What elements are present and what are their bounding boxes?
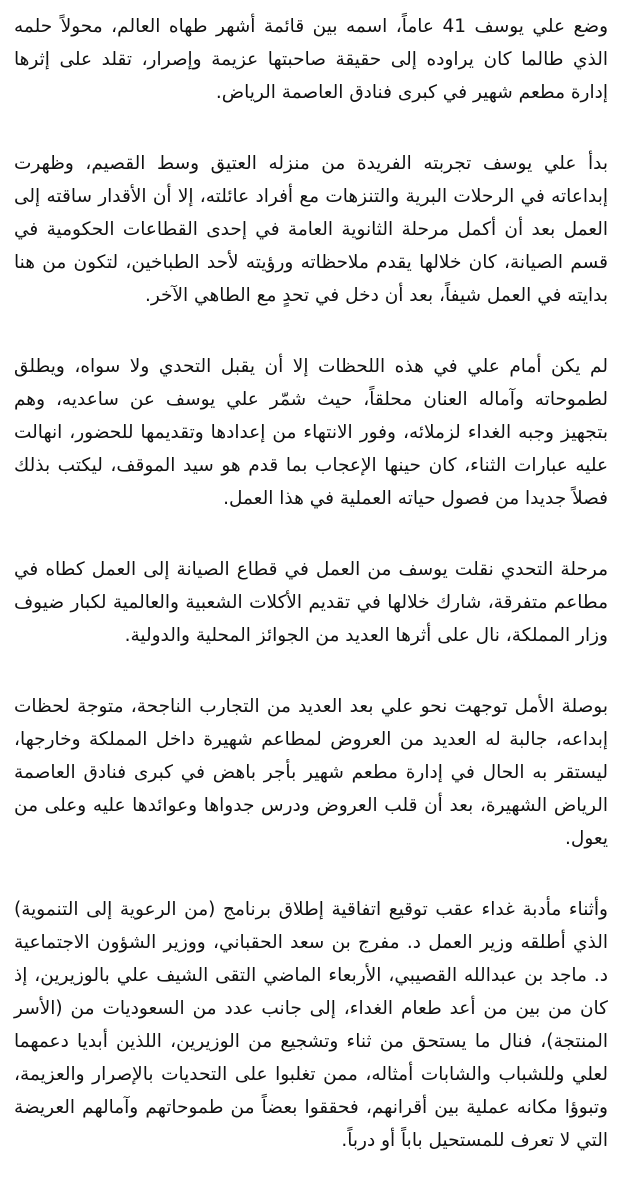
paragraph-challenge: لم يكن أمام علي في هذه اللحظات إلا أن يقبل التحدي ولا سواه، ويطلق لطموحاته وآماله العنان محلقاً، حيث شمّر علي يوسف عن ساعديه، وهم بتجهيز وجبه الغداء لزملائه، وفور الانتهاء من إعدادها وتقديمها للحضور، انهالت عليه عبارات الثناء، كان حينها الإعجاب بما قدم هو سيد الموقف، ليكتب بذلك فصلاً جديدا من فصول حياته العملية في هذا العمل. bbox=[14, 356, 608, 509]
paragraph-beginning: بدأ علي يوسف تجربته الفريدة من منزله العتيق وسط القصيم، وظهرت إبداعاته في الرحلات البرية والتنزهات مع أفراد عائلته، إلا أن الأقدار ساقته إلى العمل بعد أن أكمل مرحلة الثانوية العامة في إحدى القطاعات الحكومية في قسم الصيانة، كان خلالها يقدم ملاحظاته ورؤيته لأحد الطباخين، لتكون من هنا بدايته في العمل شيفاً، بعد أن دخل في تحدٍ مع الطاهي الآخر. bbox=[14, 153, 608, 306]
paragraph-intro: وضع علي يوسف 41 عاماً، اسمه بين قائمة أشهر طهاه العالم، محولاً حلمه الذي طالما كان يراوده إلى حقيقة صاحبتها عزيمة وإصرار، تقلد على إثرها إدارة مطعم شهير في كبرى فنادق العاصمة الرياض. bbox=[14, 16, 609, 103]
paragraph-career-shift: مرحلة التحدي نقلت يوسف من العمل في قطاع الصيانة إلى العمل كطاه في مطاعم متفرقة، شارك خلالها في تقديم الأكلات الشعبية والعالمية لكبار ضيوف وزار المملكة، نال على أثرها العديد من الجوائز المحلية والدولية. bbox=[14, 559, 608, 646]
paragraph-success: بوصلة الأمل توجهت نحو علي بعد العديد من التجارب الناجحة، متوجة لحظات إبداعه، جالبة له العديد من العروض لمطاعم شهيرة داخل المملكة وخارجها، ليستقر به الحال في إدارة مطعم شهير بأجر باهض في كبرى فنادق العاصمة الرياض الشهيرة، بعد أن قلب العروض ودرس جدواها وعوائدها عليه وعلى من يعول. bbox=[14, 696, 608, 849]
paragraph-ministers-lunch: وأثناء مأدبة غداء عقب توقيع اتفاقية إطلاق برنامج (من الرعوية إلى التنموية) الذي أطلقه وزير العمل د. مفرج بن سعد الحقباني، ووزير الشؤون الاجتماعية د. ماجد بن عبدالله القصيبي، الأربعاء الماضي التقى الشيف علي بالوزيرين، إذ كان من بين من أعد طعام الغداء، إلى جانب عدد من السعوديات من (الأسر المنتجة)، فنال ما يستحق من ثناء وتشجيع من الوزيرين، اللذين أبديا دعمهما لعلي وللشباب والشابات أمثاله، ممن تغلبوا على التحديات بالإصرار والعزيمة، وتبوؤا مكانه عملية بين أقرانهم، فحققوا بعضاً من طموحاتهم وآمالهم العريضة التي لا تعرف للمستحيل باباً أو درباً. bbox=[14, 899, 608, 1151]
